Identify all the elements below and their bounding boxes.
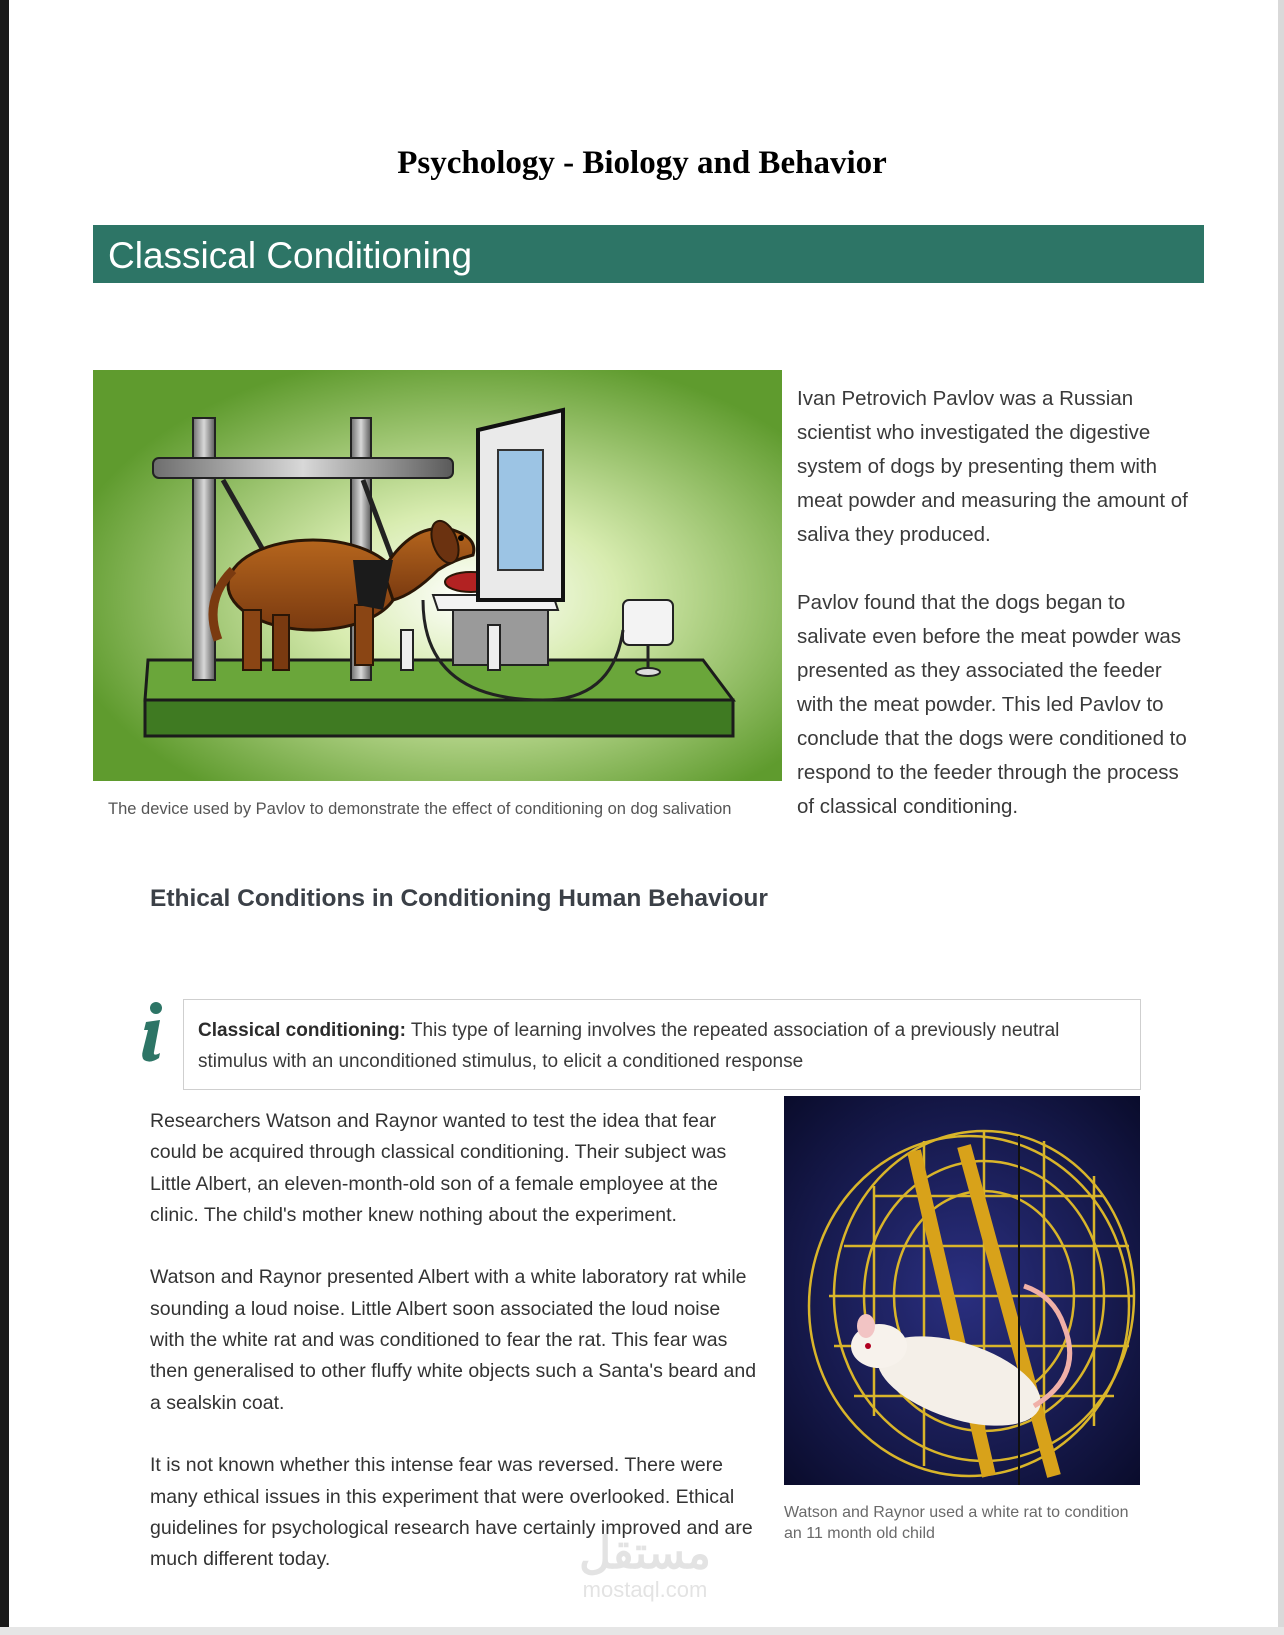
definition-body: This type of learning involves the repeated association of a previously neutral stimulus with an unconditioned stimulus, to elicit a conditioned response [198,1020,1060,1072]
watson-paragraph-3: It is not known whether this intense fear was reversed. There were many ethical issues in this experiment that were overlooked. Ethical guidelines for psychological research have certainly improved and are much different today. [150,1454,753,1571]
pavlov-description [797,382,1197,858]
watermark-latin: mostaql.com [582,1577,708,1602]
pavlov-paragraph-1: Ivan Petrovich Pavlov was a Russian scientist who investigated the digestive system of dogs by presenting them with meat powder and measuring the amount of saliva they produced. [797,387,1188,546]
mostaql-watermark [560,1530,730,1602]
watermark-arabic: مستقل [579,1529,711,1578]
section-title: Classical Conditioning [108,235,473,276]
page-left-edge [0,0,9,1635]
section-banner [93,225,1204,283]
page-bottom-edge [0,1627,1284,1635]
page-right-edge [1278,0,1284,1635]
watson-paragraph-1: Researchers Watson and Raynor wanted to test the idea that fear could be acquired through classical conditioning. Their subject was Little Albert, an eleven-month-old son of a female employee at the clinic. The child's mother knew nothing about the experiment. [150,1110,727,1226]
document-title: Psychology - Biology and Behavior [397,145,887,181]
watson-paragraph-2: Watson and Raynor presented Albert with a white laboratory rat while sounding a loud noise. Little Albert soon associated the loud noise with the white rat and was conditioned to fear the rat. This fear was then generalised to other fluffy white objects such a Santa's beard and a sealskin coat. [150,1266,757,1414]
pavlov-dog-apparatus-illustration [93,370,782,781]
white-rat-in-wheel-photo [784,1096,1140,1485]
definition-box [183,999,1141,1090]
pavlov-paragraph-2: Pavlov found that the dogs began to salivate even before the meat powder was presented as they associated the feeder with the meat powder. This led Pavlov to conclude that the dogs were conditioned to respond to the feeder through the process of classical conditioning. [797,591,1187,818]
rat-wheel-image [784,1096,1140,1485]
definition-term: Classical conditioning: [198,1020,406,1041]
pavlov-image-caption: The device used by Pavlov to demonstrate the effect of conditioning on dog salivation [108,800,732,818]
info-icon [138,1000,170,1064]
pavlov-apparatus-image [93,370,782,781]
definition-text [198,1015,1128,1077]
ethics-heading: Ethical Conditions in Conditioning Human Behaviour [150,885,768,912]
rat-image-caption: Watson and Raynor used a white rat to condition an 11 month old child [784,1504,1129,1542]
